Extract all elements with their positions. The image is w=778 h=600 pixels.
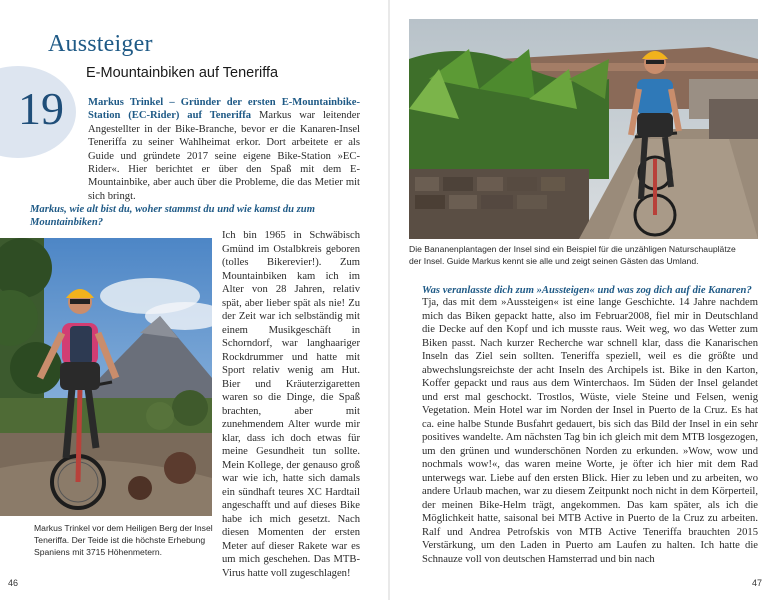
chapter-subtitle: E-Mountainbiken auf Teneriffa (86, 65, 279, 81)
question-1: Markus, wie alt bist du, woher stammst du und wie kamst du zum Mountainbiken? (30, 204, 315, 229)
left-page (0, 0, 388, 600)
photo-caption-right: Die Bananenplantagen der Insel sind ein Beispiel für die unzähligen Naturschauplätze der Insel. Guide Markus kennt sie alle und zeigt seinen Gästen das Umland. (409, 244, 736, 266)
page-number-left: 46 (8, 578, 19, 588)
right-page (390, 0, 778, 600)
question-2: Was veranlasste dich zum »Aussteigen« und was zog dich auf die Kanaren? (422, 285, 752, 296)
page-number-right: 47 (751, 578, 762, 588)
answer-1: Ich bin 1965 in Schwäbisch Gmünd im Ostalbkreis geboren (tolles Bikerevier!). Zum Mountainbiken kam ich im Alter von 28 Jahren, relativ spät, aber lieber spät als nie! Zu der Zeit war ich selbständig mit einem Musikgeschäft in Schorndorf, war langhaariger Rockdrummer und hatte mit Sport relativ wenig am Hut. Bier und Kräuterzigaretten waren so die Dinge, die Spaß brachten, aber mit zunehmendem Alter wurde mir klar, dass ich doch etwas für meine Gesundheit tun sollte. Mein Kollege, der genauso groß war wie ich, hatte sich damals ein sündhaft teures XC Hardtail angeschafft und auf dieses Bike habe ich mich gesetzt. Nach diesen Momenten der ersten Meter auf dieser Rakete war es um mich geschehen. Das MTB-Virus hatte voll zugeschlagen! (222, 230, 360, 579)
photo-markus-teide (0, 238, 212, 516)
intro-paragraph (88, 96, 360, 203)
chapter-title: Aussteiger (48, 31, 153, 57)
intro-text: Markus war leitender Angestellter in der Bike-Branche, bevor er die Kanaren-Insel Teneriffa zu seiner Wahlheimat erkor. Dort arbeitete er als Guide und gründete 2017 seine eigene Bike-Station »EC-Rider«. Hier berichtet er über den Spaß mit dem E-Mountainbike, aber auch über die Probleme, die das Metier mit sich bringt. (88, 110, 360, 202)
chapter-number: 19 (18, 83, 64, 134)
answer-2: Tja, das mit dem »Aussteigen« ist eine lange Geschichte. 14 Jahre nachdem mich das Biken gepackt hatte, also im Februar2008, fiel mir in Deutschland die Decke auf den Kopf und ich musste raus. Weit weg, wo das Wetter zum Biken passt. Nach kurzer Recherche war schnell klar, dass die Kanarischen Inseln das Ziel sein sollten. Teneriffa speziell, weil es die größte und abwechslungsreichste der acht Inseln des Archipels ist. Bike in den Karton, Koffer gepackt und raus aus dem Winterchaos. Im Süden der Insel gelandet und erst mal geschockt. Trostlos, Wüste, viele Steine und Felsen, wenig Vegetation. Mein Hotel war im Norden der Insel in Puerto de la Cruz. Es hat ca. eine halbe Stunde Busfahrt gedauert, bis sich das Bild der Insel in ein sehr positives wandelte. Am nächsten Tag bin ich gleich mit dem MTB losgezogen, um den grünen und wunderschönen Norden zu erkunden. »Wow, wow und nochmals wow!«, das waren meine Worte, je öfter ich hier mit dem Rad unterwegs war. Liebe auf den ersten Blick. Hier zu leben und zu arbeiten, wo andere Urlaub machen, war zu diesem Zeitpunkt noch nicht in dem Körperteil, der meinen Bike-Helm trägt, angekommen. Das kam später, als ich die Möglichkeit hatte, saisonal bei MTB Active in Puerto de la Cruz zu arbeiten. Ralf und Andrea Petrofskis von MTB Active Teneriffa brauchten 2015 Verstärkung, um den Laden in Puerto am Laufen zu halten. Ich hatte die Schnauze voll von deutschen Hamsterrad und bin nach (422, 297, 758, 565)
photo-caption-left: Markus Trinkel vor dem Heiligen Berg der Insel Teneriffa. Der Teide ist die höchste Erhebung Spaniens mit 3715 Höhenmetern. (34, 523, 213, 557)
intro-lead: Markus Trinkel – Gründer der ersten E-Mountainbike-Station (EC-Rider) auf Teneriffa (88, 97, 360, 122)
photo-banana-plantation (409, 19, 758, 239)
